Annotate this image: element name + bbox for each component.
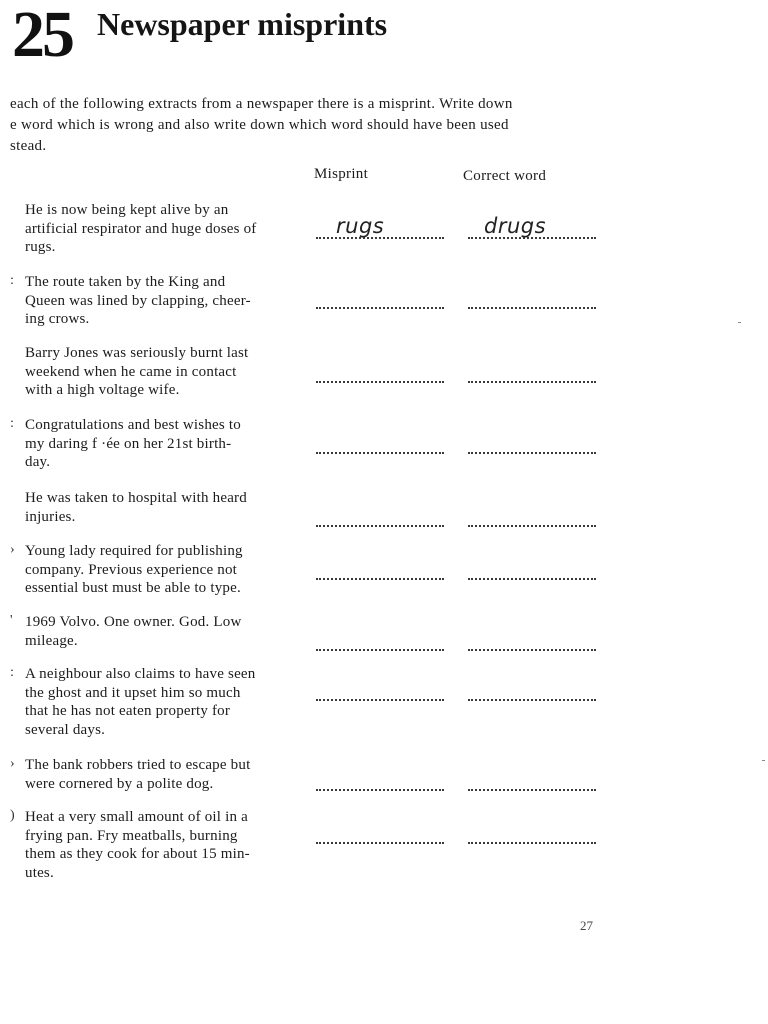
correct-word-answer-field[interactable] <box>468 503 596 527</box>
extract-line: He was taken to hospital with heard <box>25 490 247 506</box>
extract-line: Heat a very small amount of oil in a <box>25 809 248 825</box>
scan-speck <box>738 322 741 323</box>
extract-line: utes. <box>25 864 54 881</box>
extract-line: company. Previous experience not <box>25 561 238 578</box>
extract-line: The route taken by the King and <box>25 274 226 290</box>
extract-text <box>25 613 293 650</box>
handwritten-answer: rugs <box>336 214 385 238</box>
correct-word-answer-field[interactable] <box>468 677 596 701</box>
misprint-answer-field[interactable] <box>316 820 444 844</box>
correct-word-answer-field[interactable] <box>468 556 596 580</box>
extract-text <box>25 542 293 598</box>
extract-text <box>25 808 293 882</box>
misprint-answer-field[interactable] <box>316 556 444 580</box>
correct-word-answer-field[interactable] <box>468 215 596 239</box>
extract-line: that he has not eaten property for <box>25 703 231 719</box>
instructions <box>10 94 610 157</box>
extract-text <box>25 489 293 526</box>
extract-line: with a high voltage wife. <box>25 382 180 398</box>
correct-word-answer-field[interactable] <box>468 627 596 651</box>
page-number: 27 <box>580 918 593 933</box>
extract-text <box>25 201 293 257</box>
misprint-answer-field[interactable] <box>316 767 444 791</box>
extract-line: The bank robbers tried to escape but <box>25 757 251 773</box>
correct-word-answer-field[interactable] <box>468 359 596 383</box>
extract-line: several days. <box>25 721 106 738</box>
extract-line: were cornered by a polite dog. <box>25 775 214 792</box>
misprint-answer-field[interactable] <box>316 430 444 454</box>
misprint-answer-field[interactable] <box>316 677 444 701</box>
extract-line: 1969 Volvo. One owner. God. Low <box>25 614 242 630</box>
extract-text <box>25 756 293 793</box>
extract-line: ing crows. <box>25 311 90 327</box>
extract-line: the ghost and it upset him so much <box>25 684 241 701</box>
extract-text <box>25 344 293 400</box>
instructions-line: each of the following extracts from a newspaper there is a misprint. Write down <box>10 96 513 112</box>
item-number: › <box>10 756 15 771</box>
item-number: ) <box>10 808 15 823</box>
extract-line: day. <box>25 454 51 470</box>
extract-line: rugs. <box>25 239 56 255</box>
item-number: : <box>10 665 14 680</box>
misprint-answer-field[interactable] <box>316 627 444 651</box>
misprint-answer-field[interactable] <box>316 359 444 383</box>
extract-text <box>25 665 293 739</box>
extract-line: A neighbour also claims to have seen <box>25 666 256 682</box>
handwritten-answer: drugs <box>484 214 547 238</box>
item-number: ' <box>10 613 13 628</box>
misprint-answer-field[interactable] <box>316 503 444 527</box>
column-header-correct-word: Correct word <box>463 168 547 184</box>
extract-line: weekend when he came in contact <box>25 363 237 380</box>
correct-word-answer-field[interactable] <box>468 430 596 454</box>
extract-line: Congratulations and best wishes to <box>25 417 241 433</box>
extract-line: them as they cook for about 15 min- <box>25 846 250 862</box>
correct-word-answer-field[interactable] <box>468 285 596 309</box>
extract-line: Queen was lined by clapping, cheer- <box>25 292 251 309</box>
item-number: › <box>10 542 15 557</box>
extract-line: mileage. <box>25 632 78 649</box>
extract-line: essential bust must be able to type. <box>25 580 241 596</box>
column-header-misprint: Misprint <box>314 166 369 182</box>
instructions-line: stead. <box>10 138 47 154</box>
extract-line: frying pan. Fry meatballs, burning <box>25 827 238 844</box>
extract-line: artificial respirator and huge doses of <box>25 220 257 237</box>
extract-text <box>25 273 293 329</box>
misprint-answer-field[interactable] <box>316 215 444 239</box>
item-number: : <box>10 416 14 431</box>
extract-line: He is now being kept alive by an <box>25 202 229 218</box>
correct-word-answer-field[interactable] <box>468 767 596 791</box>
instructions-line: e word which is wrong and also write down which word should have been used <box>10 117 509 133</box>
extract-line: Young lady required for publishing <box>25 543 243 559</box>
extract-line: injuries. <box>25 508 76 525</box>
extract-text <box>25 416 293 472</box>
extract-line: Barry Jones was seriously burnt last <box>25 345 249 361</box>
misprint-answer-field[interactable] <box>316 285 444 309</box>
extract-line: my daring f ·ée on her 21st birth- <box>25 435 232 452</box>
scan-speck <box>762 760 765 761</box>
page-title: Newspaper misprints <box>97 6 388 42</box>
unit-number: 25 <box>12 0 72 71</box>
item-number: : <box>10 273 14 288</box>
correct-word-answer-field[interactable] <box>468 820 596 844</box>
